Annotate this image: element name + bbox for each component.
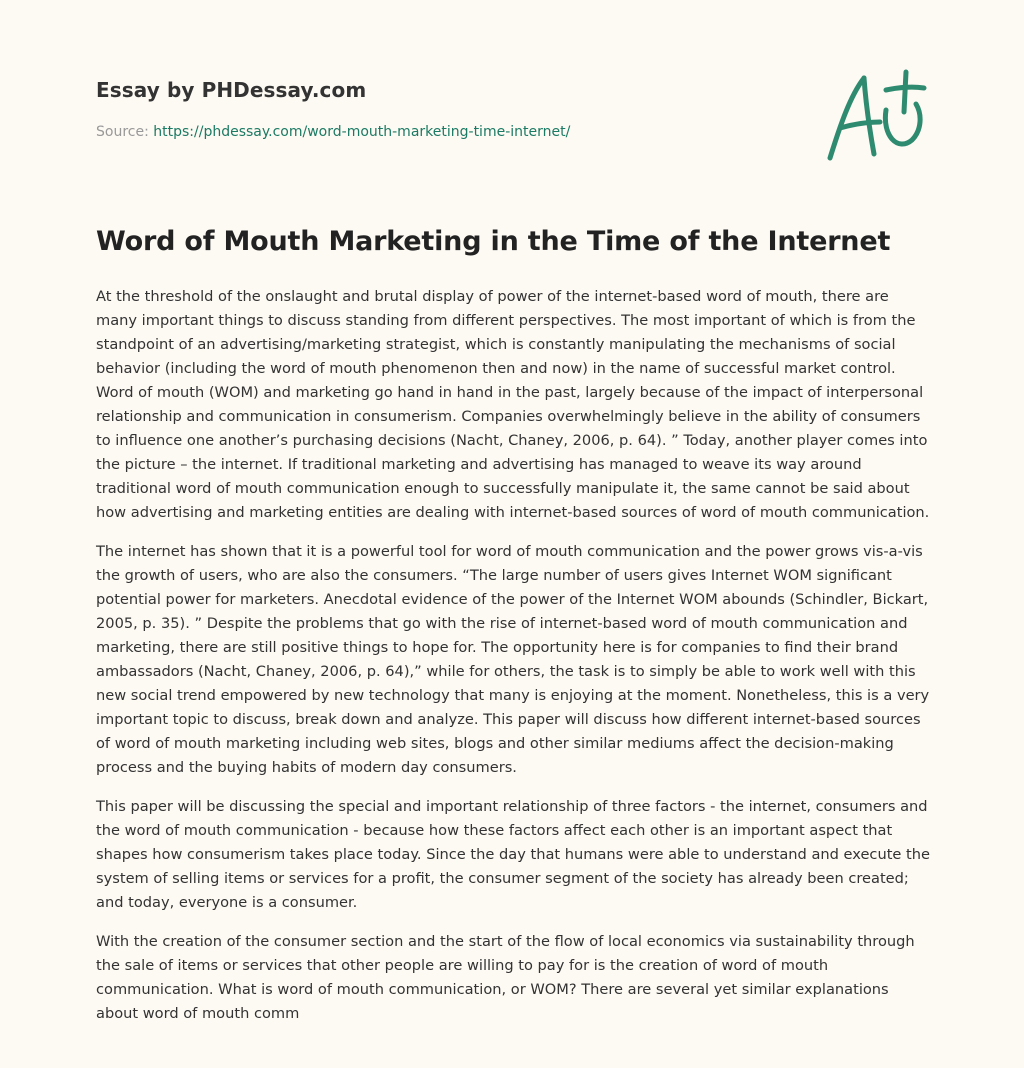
site-title: Essay by PHDessay.com	[96, 78, 367, 102]
essay-title: Word of Mouth Marketing in the Time of the Internet	[96, 226, 891, 257]
essay-paragraph: With the creation of the consumer section and the start of the flow of local economics via sustainability through the sale of items or services that other people are willing to pay for is the creation of word of mouth communication. What is word of mouth communication, or WOM? There are several yet similar explanations about word of mouth comm	[96, 933, 915, 1022]
source-label: Source:	[96, 124, 149, 140]
essay-paragraph: This paper will be discussing the special and important relationship of three factors - the internet, consumers and the word of mouth communication - because how these factors affect each other is an important aspect that shapes how consumerism takes place today. Since the day that humans were able to understand and execute the system of selling items or services for a profit, the consumer segment of the society has already been created; and today, everyone is a consumer.	[96, 798, 930, 911]
a-plus-logo-icon	[820, 66, 930, 166]
essay-paragraph: The internet has shown that it is a powerful tool for word of mouth communication and the power grows vis-a-vis the growth of users, who are also the consumers. “The large number of users gives Internet WOM significant potential power for marketers. Anecdotal evidence of the power of the Internet WOM abounds (Schindler, Bickart, 2005, p. 35). ” Despite the problems that go with the rise of internet-based word of mouth communication and marketing, there are still positive things to hope for. The opportunity here is for companies to find their brand ambassadors (Nacht, Chaney, 2006, p. 64),” while for others, the task is to simply be able to work well with this new social trend empowered by new technology that many is enjoying at the moment. Nonetheless, this is a very important topic to discuss, break down and analyze. This paper will discuss how different internet-based sources of word of mouth marketing including web sites, blogs and other similar mediums affect the decision-making process and the buying habits of modern day consumers.	[96, 543, 930, 776]
essay-body	[96, 285, 934, 1041]
essay-paragraph: At the threshold of the onslaught and brutal display of power of the internet-based word of mouth, there are many important things to discuss standing from different perspectives. The most important of which is from the standpoint of an advertising/marketing strategist, which is constantly manipulating the mechanisms of social behavior (including the word of mouth phenomenon then and now) in the name of successful market control. Word of mouth (WOM) and marketing go hand in hand in the past, largely because of the impact of interpersonal relationship and communication in consumerism. Companies overwhelmingly believe in the ability of consumers to influence one another’s purchasing decisions (Nacht, Chaney, 2006, p. 64). ” Today, another player comes into the picture – the internet. If traditional marketing and advertising has managed to weave its way around traditional word of mouth communication enough to successfully manipulate it, the same cannot be said about how advertising and marketing entities are dealing with internet-based sources of word of mouth communication.	[96, 288, 930, 521]
source-link[interactable]: https://phdessay.com/word-mouth-marketing-time-internet/	[153, 124, 571, 140]
source-line	[96, 124, 570, 140]
